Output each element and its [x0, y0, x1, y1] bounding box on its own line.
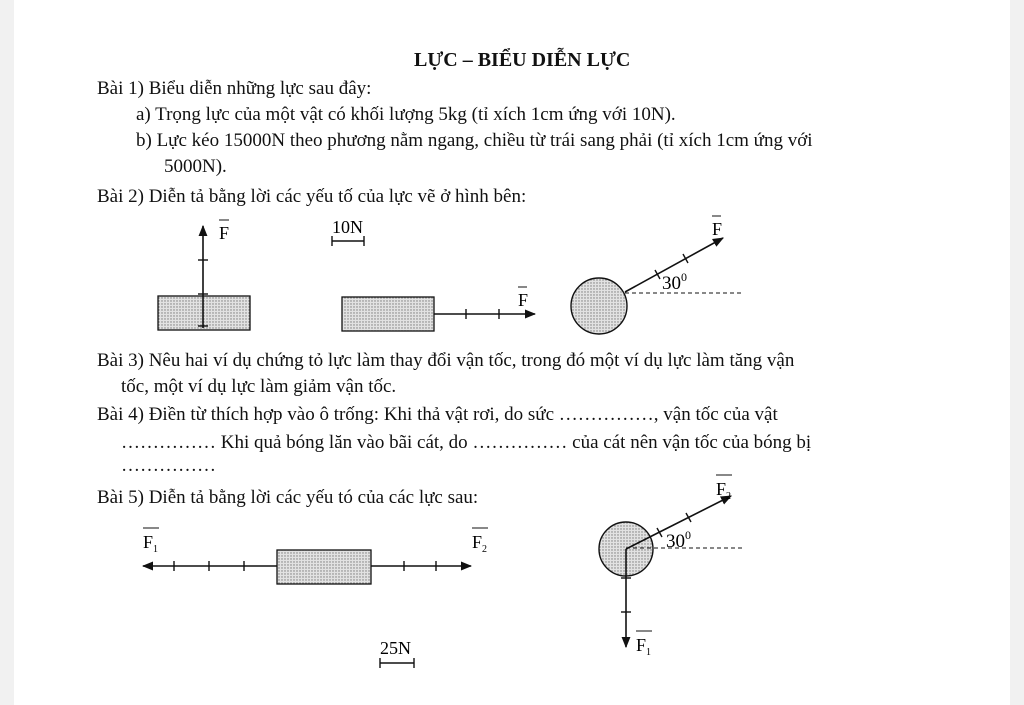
bai5-heading: Bài 5) Diễn tả bằng lời các yếu tó của các lực sau:	[97, 487, 479, 508]
angle-label: $30^0$	[662, 270, 687, 294]
bai2-figure-horizontal-force	[342, 287, 535, 331]
bai5-scale	[380, 638, 414, 668]
worksheet-page	[14, 0, 1010, 705]
bai1-part-b-line1: b) Lực kéo 15000N theo phương nằm ngang, chiều từ trái sang phải (tỉ xích 1cm ứng với	[136, 130, 813, 151]
force-label-f2: $F_2$	[472, 532, 488, 555]
bai4-line1: Bài 4) Điền từ thích hợp vào ô trống: Khi thả vật rơi, do sức ……………, vận tốc của vật	[97, 404, 778, 425]
force-label: F	[712, 219, 723, 239]
bai1-part-a: a) Trọng lực của một vật có khối lượng 5kg (tỉ xích 1cm ứng với 10N).	[136, 104, 676, 125]
force-label-f1: $F_1$	[636, 635, 652, 658]
bai4-line3: ……………	[121, 455, 216, 476]
force-label-f2: $F_2$	[716, 479, 732, 502]
scale-label-10n: 10N	[332, 217, 363, 237]
bai3-line2: tốc, một ví dụ lực làm giảm vận tốc.	[121, 376, 397, 397]
page-title: LỰC – BIỂU DIỄN LỰC	[414, 49, 631, 71]
bai3-line1: Bài 3) Nêu hai ví dụ chứng tỏ lực làm thay đổi vận tốc, trong đó một ví dụ lực làm tăng vận	[97, 350, 795, 371]
block-shape	[277, 550, 371, 584]
bai1-heading: Bài 1) Biểu diễn những lực sau đây:	[97, 78, 372, 99]
ball-shape	[571, 278, 627, 334]
angle-label: $30^0$	[666, 528, 691, 552]
bai4-line2: …………… Khi quả bóng lăn vào bãi cát, do …………… của cát nên vận tốc của bóng bị	[121, 432, 812, 453]
bai1-part-b-line2: 5000N).	[164, 156, 227, 177]
force-label-f1: $F_1$	[143, 532, 159, 555]
bai2-figure-angled-force	[571, 216, 744, 334]
block-shape	[342, 297, 434, 331]
bai2-figure-vertical-force	[158, 220, 250, 330]
bai2-heading: Bài 2) Diễn tả bằng lời các yếu tố của lực vẽ ở hình bên:	[97, 186, 527, 207]
force-label: F	[219, 223, 230, 243]
scale-label-25n: 25N	[380, 638, 411, 658]
force-label: F	[518, 290, 529, 310]
bai5-figure-horizontal-forces	[143, 528, 488, 584]
bai5-figure-ball-forces	[599, 475, 744, 658]
bai2-scale	[332, 217, 364, 246]
block-shape	[158, 296, 250, 330]
